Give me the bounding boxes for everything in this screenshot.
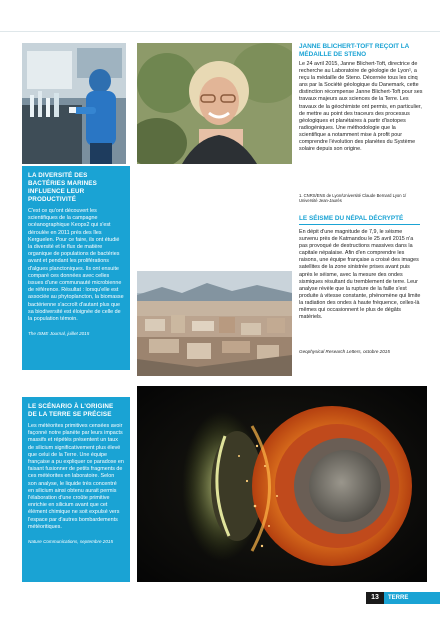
earth-title: LE SCÉNARIO À L'ORIGINE DE LA TERRE SE PRÉCISE <box>28 403 114 418</box>
page-number: 13 <box>371 594 379 601</box>
nepal-source: Geophysical Research Letters, octobre 2015 <box>299 349 390 354</box>
nepal-body: En dépit d'une magnitude de 7,9, le séisme survenu près de Katmandou le 25 avril 2015 n'a pas provoqué de destructions massives dans la capitale népalaise. Afin d'en comprendre les raisons, une équipe française a croisé des images satellites de la zone sinistrée prises avant puis après le séisme, avec la mesure des ondes sismiques résultant du tremblement de terre. Leur analyse révèle que la rupture de la faille s'est produite à vitesse constante, phénomène qui limite la radiation des ondes à haute fréquence, celles-là mêmes qui occasionnent le plus de dégâts matériels. <box>299 229 421 321</box>
nepal-title: LE SÉISME DU NÉPAL DÉCRYPTÉ <box>299 215 404 222</box>
bacteria-title: LA DIVERSITÉ DES BACTÉRIES MARINES INFLUENCE LEUR PRODUCTIVITÉ <box>28 172 97 203</box>
section-label: TERRE <box>388 595 409 601</box>
portrait-photo <box>137 43 292 164</box>
bacteria-sidebar <box>22 166 130 370</box>
bacteria-source: The ISME Journal, juillet 2015 <box>28 331 90 337</box>
planet-impact-image <box>137 386 427 582</box>
earth-source: Nature Communications, septembre 2015 <box>28 539 114 545</box>
medal-title: JANNE BLICHERT-TOFT REÇOIT LA MÉDAILLE DE STENO <box>299 43 410 58</box>
medal-body: Le 24 avril 2015, Janne Blichert-Toft, directrice de recherche au Laboratoire de géologie de Lyon¹, a reçu la médaille de Steno. Décernée tous les cinq ans par la Société géologique du Danemark, cette distinction récompense Janne Blichert-Toft pour ses travaux majeurs aux sciences de la Terre. Les travaux de la géochimiste ont permis, en particulier, de mettre au point des traceurs des processus géologiques et planétaires à partir d'isotopes radiogéniques. Une méthodologie que la scientifique a notamment mise à profit pour comprendre l'évolution des planètes du Système solaire depuis son origine. <box>299 61 423 153</box>
section-label-box <box>384 592 440 604</box>
lab-photo <box>22 43 126 164</box>
page-number-box <box>366 592 384 604</box>
header-rule <box>0 31 440 32</box>
earth-body: Les météorites primitives censées avoir façonné notre planète par leurs impacts massifs et répétés présentent un taux de silicium significativement plus élevé que celui de la Terre. Une équipe française a pu expliquer ce paradoxe en faisant fusionner de petits fragments de ces météorites en laboratoire. Selon son analyse, le liquide très concentré en silicium ainsi obtenu aurait permis l'élaboration d'une croûte primitive enrichie en silicium avant que cet élément chimique ne soit expulsé vers l'espace par d'autres bombardements météoritiques. <box>28 423 124 530</box>
bacteria-body: C'est ce qu'ont découvert les scientifiques de la campagne océanographique Keops2 qui s'est déroulée en 2011 près des îles Kerguelen. Pour ce faire, ils ont étudié la diversité et le flux de matière organique de populations de bactéries avant et pendant les proliférations d'algues planctoniques. Ils ont ensuite comparé ces données avec celles issues d'une communauté microbienne de référence. Résultat : lorsqu'elle est associée au phytoplancton, la biomasse bactérienne s'accroît d'autant plus que sa biodiversité est éloignée de celle de la population témoin. <box>28 208 124 323</box>
nepal-title-rule <box>299 224 420 225</box>
medal-footnote: 1. CNRS/ENS de Lyon/Université Claude Bernard Lyon 1/ Université Jean-Jaurès <box>299 193 407 204</box>
earth-sidebar <box>22 397 130 582</box>
kathmandu-photo <box>137 271 292 376</box>
